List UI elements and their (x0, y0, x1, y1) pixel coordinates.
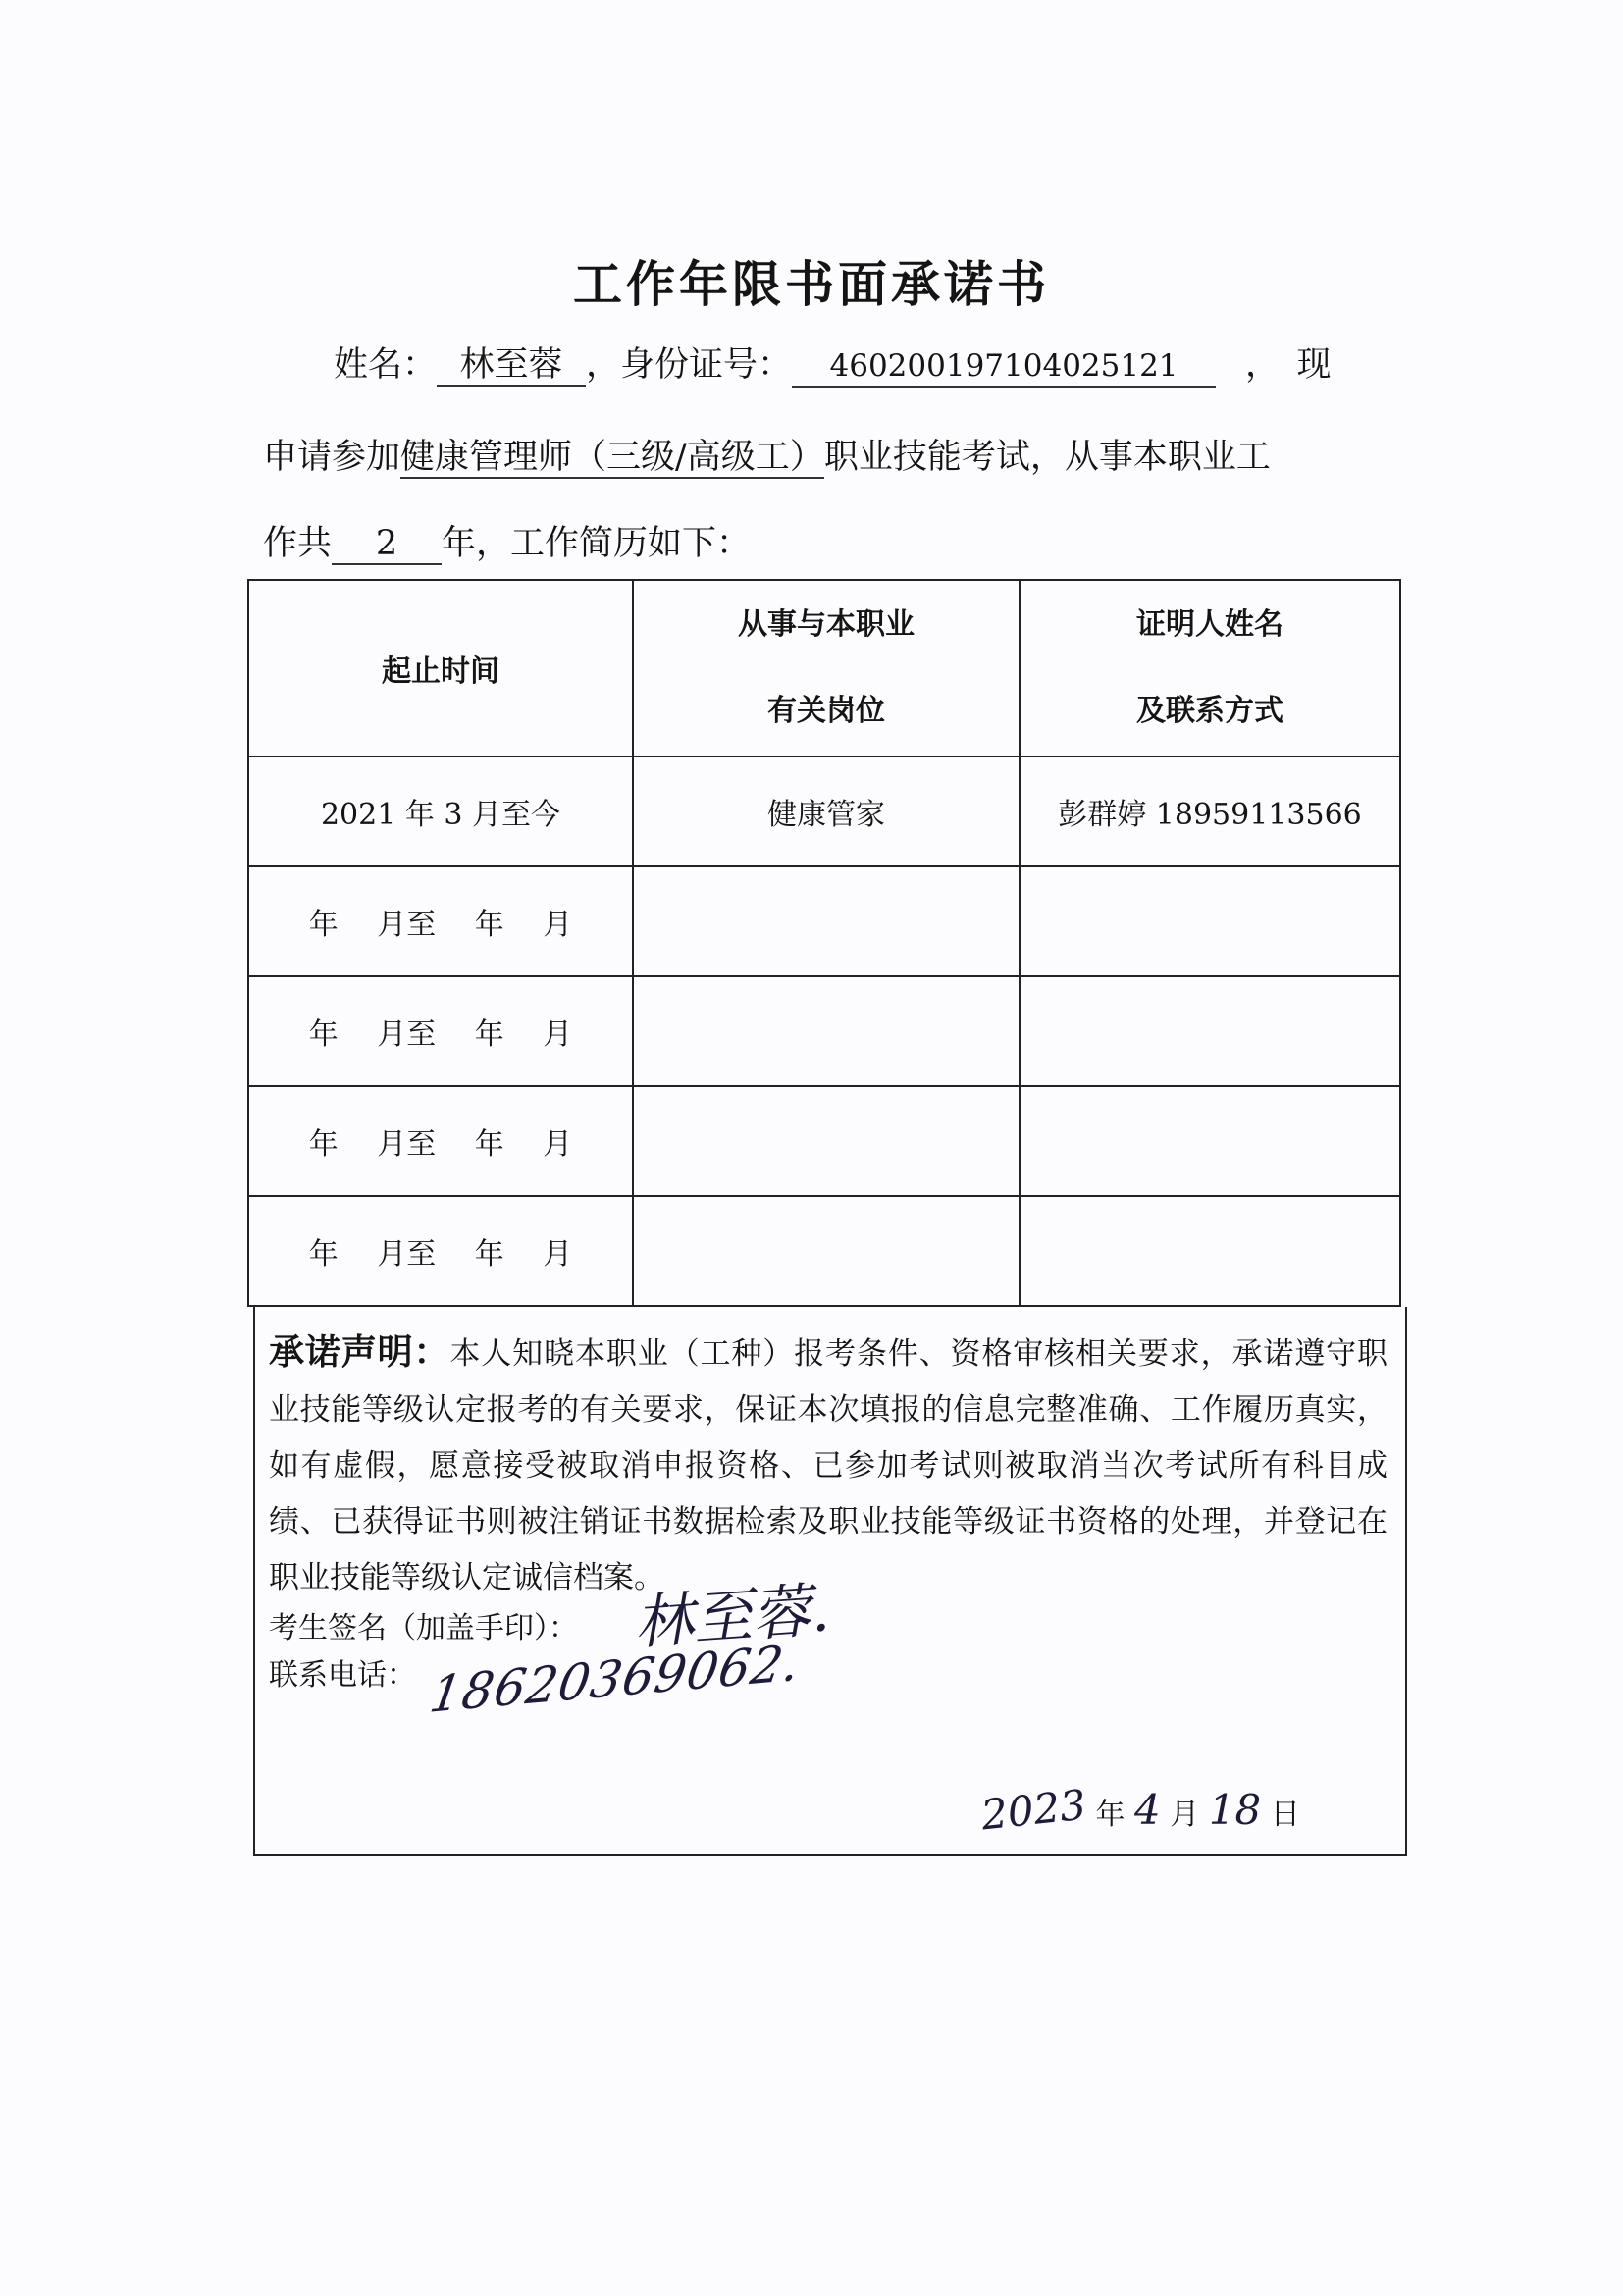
table-row (248, 757, 1400, 866)
intro-line-3 (263, 522, 751, 565)
table-row (248, 976, 1400, 1086)
empty-witness-cell (1020, 1086, 1400, 1196)
empty-time-cell: 年 月至 年 月 (248, 866, 633, 976)
phone-label: 联系电话： (269, 1658, 416, 1693)
table-header-row (248, 580, 1400, 757)
header-post (633, 580, 1020, 757)
date-year-label: 年 (1095, 1798, 1126, 1832)
signing-date (978, 1780, 1300, 1840)
name-value: 林至蓉 (437, 345, 586, 387)
pledge-heading: 承诺声明： (269, 1332, 450, 1373)
table-row (248, 1196, 1400, 1306)
empty-post-cell (633, 976, 1020, 1086)
intro-line-2 (263, 436, 1271, 479)
table-row (248, 866, 1400, 976)
years-prefix: 作共 (263, 524, 333, 563)
handwritten-phone: 18620369062. (426, 1634, 805, 1724)
date-month-label: 月 (1170, 1798, 1200, 1832)
row1-post: 健康管家 (633, 757, 1020, 866)
empty-post-cell (633, 1086, 1020, 1196)
empty-witness-cell (1020, 1196, 1400, 1306)
header-time: 起止时间 (248, 580, 633, 757)
header-witness-line-2: 及联系方式 (1136, 694, 1283, 728)
years-value: 2 (332, 524, 442, 565)
date-year: 2023 (978, 1780, 1089, 1840)
empty-witness-cell (1020, 866, 1400, 976)
years-suffix: 年，工作简历如下： (442, 524, 752, 563)
intro-line-1 (334, 343, 1332, 388)
empty-time-cell: 年 月至 年 月 (248, 1196, 633, 1306)
document-title: 工作年限书面承诺书 (573, 256, 1050, 313)
date-day-label: 日 (1270, 1798, 1300, 1832)
apply-prefix: 申请参加 (263, 438, 401, 477)
work-history-table (247, 579, 1401, 1307)
table-row (248, 1086, 1400, 1196)
header-post-line-1: 从事与本职业 (738, 607, 915, 642)
header-witness-line-1: 证明人姓名 (1136, 607, 1283, 642)
date-month: 4 (1133, 1786, 1161, 1834)
id-value: 460200197104025121 (792, 346, 1216, 388)
id-after: ， 现 (1245, 345, 1332, 385)
empty-post-cell (633, 866, 1020, 976)
id-label: ，身份证号： (586, 345, 793, 385)
header-post-line-2: 有关岗位 (767, 694, 885, 728)
name-label: 姓名： (334, 345, 438, 385)
apply-suffix: 职业技能考试，从事本职业工 (823, 438, 1271, 477)
handwritten-signature: 林至蓉. (632, 1576, 832, 1658)
empty-time-cell: 年 月至 年 月 (248, 976, 633, 1086)
date-day: 18 (1208, 1786, 1262, 1834)
row1-witness: 彭群婷 18959113566 (1020, 757, 1400, 866)
header-witness (1020, 580, 1400, 757)
pledge-statement (269, 1325, 1387, 1606)
pledge-box (253, 1307, 1407, 1856)
pledge-body: 本人知晓本职业（工种）报考条件、资格审核相关要求，承诺遵守职业技能等级认定报考的有关要求，保证本次填报的信息完整准确、工作履历真实，如有虚假，愿意接受被取消申报资格、已参加考试则被取消当次考试所有科目成绩、已获得证书则被注销证书数据检索及职业技能等级证书资格的处理，并登记在职业技能等级认定诚信档案。 (269, 1336, 1387, 1595)
empty-witness-cell (1020, 976, 1400, 1086)
empty-post-cell (633, 1196, 1020, 1306)
empty-time-cell: 年 月至 年 月 (248, 1086, 633, 1196)
row1-time: 2021 年 3 月至今 (248, 757, 633, 866)
signature-label: 考生签名（加盖手印）： (269, 1611, 578, 1645)
occupation-value: 健康管理师（三级/高级工） (400, 438, 824, 477)
